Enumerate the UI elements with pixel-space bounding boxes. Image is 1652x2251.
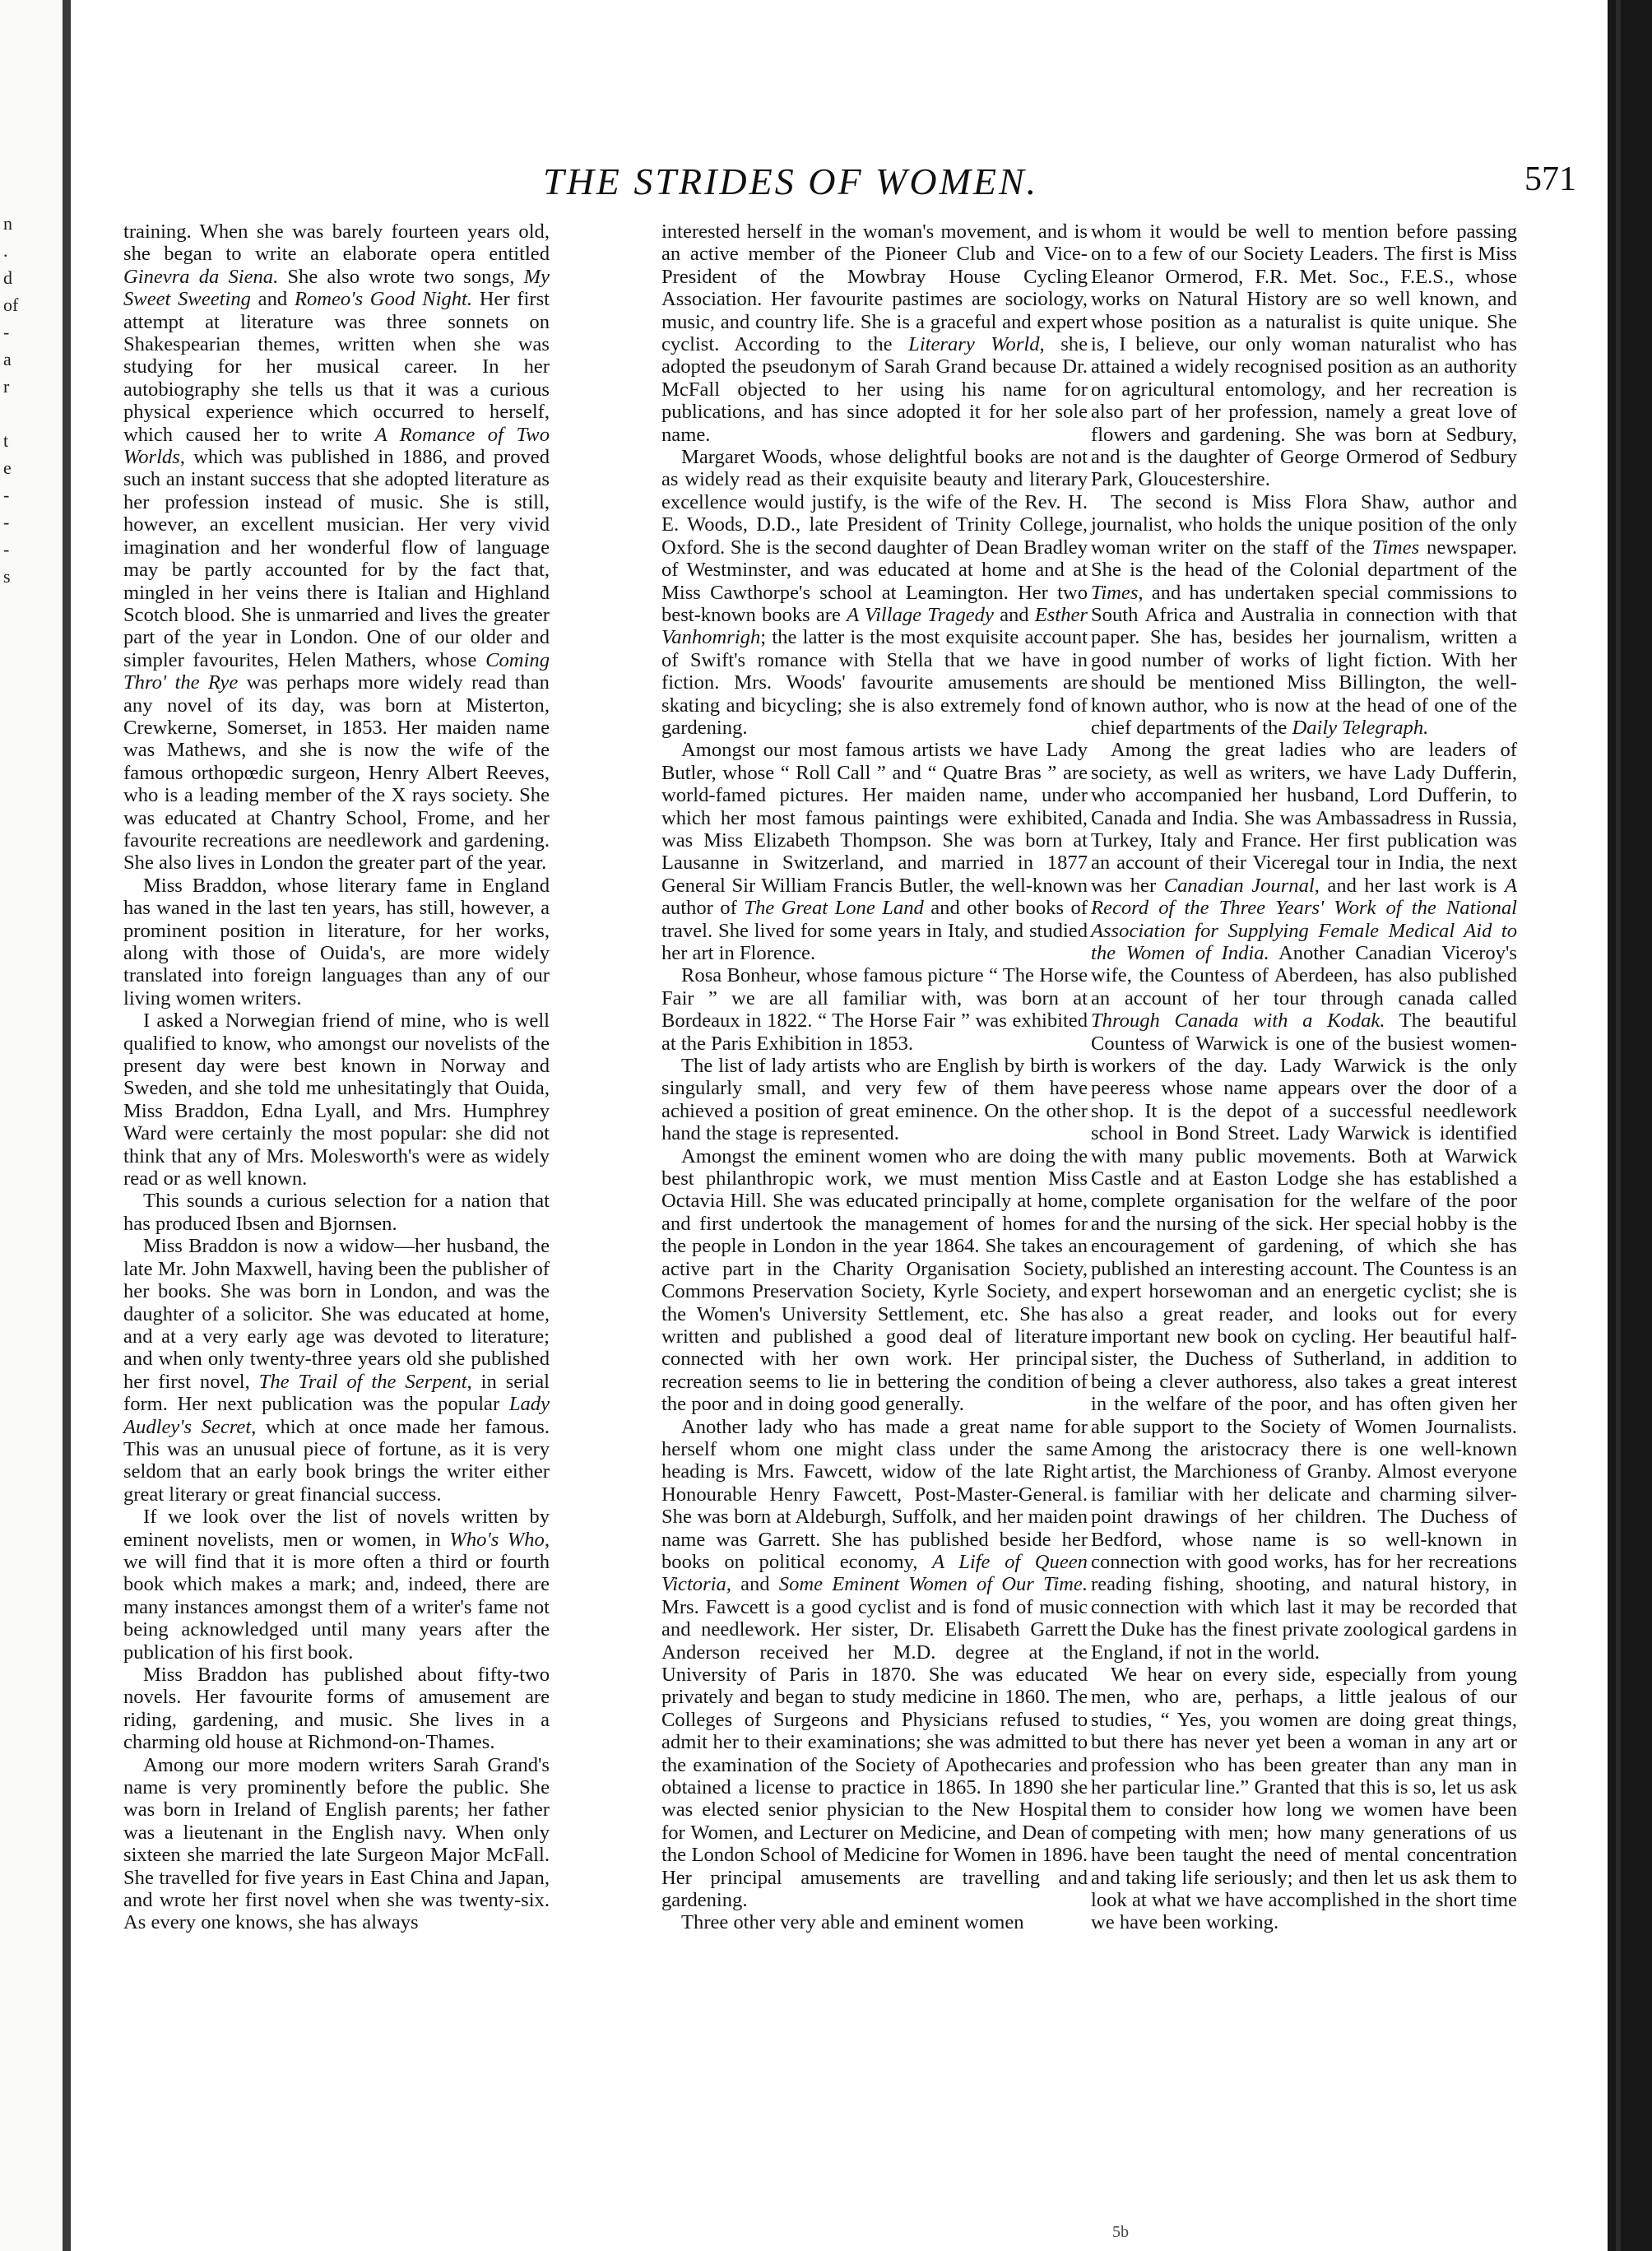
- italic-title: Some Eminent Women of Our Time.: [778, 1573, 1088, 1596]
- text-run: which at once made her famous. This was an unusual piece of fortune, as it is very seldom that an early book brings the writer either great literary or great financial success.: [123, 1415, 550, 1506]
- text-column-3: [1091, 220, 1517, 1934]
- text-run: and: [993, 603, 1035, 626]
- text-run: Miss Braddon is now a widow—her husband, the late Mr. John Maxwell, having been the publisher of her books. She was born in London, and was the daughter of a solicitor. She was educated at home, and at a very early age was devoted to literature; and when only twenty-three years old she published her first novel,: [123, 1235, 550, 1393]
- italic-title: The Trail of the Serpent,: [258, 1370, 472, 1393]
- margin-fragment: .: [3, 240, 8, 261]
- margin-fragment: -: [3, 322, 10, 342]
- book-binding-edge: [1608, 0, 1652, 2251]
- text-run: Rosa Bonheur, whose famous picture “ The Horse Fair ” we are all familiar with, was born at Bordeaux in 1822. “ The Horse Fair ” was exhibited at the Paris Exhibition in 1853.: [661, 964, 1088, 1055]
- signature-mark: 5b: [1112, 2223, 1129, 2241]
- margin-fragment: -: [3, 512, 10, 532]
- paragraph: [123, 875, 550, 1009]
- italic-title: A Life of Queen Victoria,: [661, 1550, 1088, 1596]
- italic-title: Literary World,: [908, 333, 1045, 356]
- paragraph: [1091, 220, 1517, 491]
- text-run: This sounds a curious selection for a nation that has produced Ibsen and Bjornsen.: [123, 1190, 550, 1235]
- text-run: she adopted the pseudonym of Sarah Grand because Dr. McFall objected to her using his name for publications, and has since adopted it for her sole name.: [661, 333, 1088, 446]
- text-run: Among the great ladies who are leaders of society, as well as writers, we have Lady Dufferin, who accompanied her husband, Lord Dufferin, to Canada and India. She was Ambassadress in Russia, Turkey, Italy and France. Her first publication was an account of their Viceregal tour in India, the next was her: [1091, 739, 1517, 897]
- margin-fragment: r: [3, 376, 10, 397]
- text-run: and: [250, 288, 295, 311]
- text-run: and: [731, 1573, 779, 1596]
- margin-fragment: of: [3, 295, 19, 315]
- text-run: training. When she was barely fourteen years old, she began to write an elaborate opera entitled: [123, 220, 550, 266]
- text-run: whom it would be well to mention before passing on to a few of our Society Leaders. The first is Miss Eleanor Ormerod, F.R. Met. Soc., F.E.S., whose works on Natural History are so well known, and whose position as a naturalist is quite unique. She is, I believe, our only woman naturalist who has attained a widely recognised position as an authority on agricultural entomology, and her recreation is also part of her profession, namely a great love of flowers and gardening. She was born at Sedbury, and is the daughter of George Ormerod of Sedbury Park, Gloucestershire.: [1091, 220, 1517, 491]
- text-run: Among our more modern writers Sarah Grand's name is very prominently before the public. She was born in Ireland of English parents; her father was a lieutenant in the English navy. When only sixteen she married the late Surgeon Major McFall. She travelled for five years in East China and Japan, and wrote her first novel when she was twenty-six. As every one knows, she has always: [123, 1753, 550, 1934]
- margin-fragment: -: [3, 485, 10, 505]
- text-run: we will find that it is more often a third or fourth book which makes a mark; and, indeed, there are many instances amongst them of a writer's fame not being acknowledged until many years after the publication of his first book.: [123, 1550, 550, 1664]
- binding-band: [1616, 0, 1621, 2251]
- paragraph: [123, 1506, 550, 1664]
- text-run: Miss Braddon has published about fifty-two novels. Her favourite forms of amusement are riding, gardening, and music. She lives in a charming old house at Richmond-on-Thames.: [123, 1664, 550, 1754]
- paragraph: [661, 739, 1088, 964]
- margin-fragment: d: [3, 267, 12, 288]
- italic-title: Coming Thro' the Rye: [123, 648, 550, 694]
- text-run: Three other very able and eminent women: [681, 1911, 1024, 1934]
- text-run: I asked a Norwegian friend of mine, who is well qualified to know, who amongst our novelists of the present day were best known in Norway and Sweden, and she told me unhesitatingly that Ouida, Miss Braddon, Edna Lyall, and Mrs. Humphrey Ward were certainly the most popular: she did not think that any of Mrs. Molesworth's were as widely read or as well known.: [123, 1009, 550, 1190]
- text-run: We hear on every side, especially from young men, who are, perhaps, a little jealous of our studies, “ Yes, you women are doing great things, but there has never yet been a woman in any art or profession who has been greater than any man in her particular line.” Granted that this is so, let us ask them to consider how long we women have been competing with men; how many generations of us have been taught the need of mental concentration and taking life seriously; and then let us ask them to look at what we have accomplished in the short time we have been working.: [1091, 1664, 1517, 1934]
- paragraph: [661, 1055, 1088, 1145]
- paragraph: [661, 220, 1088, 446]
- paragraph: [661, 1416, 1088, 1912]
- text-run: Mrs. Fawcett is a good cyclist and is fond of music and needlework. Her sister, Dr. Elisabeth Garrett Anderson received her M.D. degree at the University of Paris in 1870. She was educated privately and began to study medicine in 1860. The Colleges of Surgeons and Physicians refused to admit her to their examinations; she was admitted to the examination of the Society of Apothecaries and obtained a license to practice in 1865. In 1890 she was elected senior physician to the New Hospital for Women, and Lecturer on Medicine, and Dean of the London School of Medicine for Women in 1896. Her principal amusements are travelling and gardening.: [661, 1595, 1088, 1912]
- text-run: The beautiful Countess of Warwick is one of the busiest women-workers of the day. Lady Warwick is the only peeress whose name appears over the door of a shop. It is the depot of a successful needlework school in Bond Street. Lady Warwick is identified with many public movements. Both at Warwick Castle and at Easton Lodge she has established a complete organisation for the welfare of the poor and the nursing of the sick. Her special hobby is the encouragement of gardening, of which she has published an interesting account. The Countess is an expert horsewoman and an energetic cyclist; she is also a great reader, and looks out for every important new book on cycling. Her beautiful half-sister, the Duchess of Sutherland, in addition to being a clever authoress, also takes a great interest in the welfare of the poor, and has often given her able support to the Society of Women Journalists. Among the aristocracy there is one well-known artist, the Marchioness of Granby. Almost everyone is familiar with her delicate and charming silver-point drawings of her children. The Duchess of Bedford, whose name is so well-known in connection with good works, has for her recreations reading fishing, shooting, and natural history, in connection with which last it may be recorded that the Duke has the finest private zoological gardens in England, if not in the world.: [1091, 1009, 1518, 1664]
- running-head: THE STRIDES OF WOMEN.: [543, 160, 1039, 202]
- paragraph: [123, 1664, 550, 1754]
- text-run: Amongst the eminent women who are doing the best philanthropic work, we must mention Miss Octavia Hill. She was educated principally at home, and first undertook the management of homes for the people in London in the year 1864. She takes an active part in the Charity Organisation Society, Commons Preservation Society, Kyrle Society, and the Women's University Settlement, etc. She has written and published a good deal of literature connected with her own work. Her principal recreation seems to lie in bettering the condition of the poor and in doing good generally.: [661, 1144, 1088, 1416]
- italic-title: A Record of the Three Years' Work of the National Association for Supplying Female Medical Aid to the Women of India.: [1091, 874, 1517, 964]
- text-run: The list of lady artists who are English by birth is singularly small, and very few of them have achieved a position of great eminence. On the other hand the stage is represented.: [661, 1055, 1088, 1145]
- paragraph: [1091, 491, 1517, 739]
- text-run: was perhaps more widely read than any novel of its day, was born at Misterton, Crewkerne, Somerset, in 1853. Her maiden name was Mathews, and she is now the wife of the famous orthopœdic surgeon, Henry Albert Reeves, who is a leading member of the X rays society. She was educated at Chantry School, Frome, and her favourite recreations are needlework and gardening. She also lives in London the greater part of the year.: [123, 671, 550, 875]
- margin-fragment: a: [3, 349, 12, 369]
- text-run: in serial form. Her next publication was the popular: [123, 1370, 550, 1416]
- italic-title: The Great Lone Land: [744, 897, 924, 920]
- italic-title: Romeo's Good Night.: [294, 288, 473, 311]
- margin-fragment: n: [3, 213, 12, 234]
- italic-title: A Romance of Two Worlds,: [123, 423, 550, 469]
- text-run: interested herself in the woman's movement, and is an active member of the Pioneer Club and Vice-President of the Mowbray House Cycling Association. Her favourite pastimes are sociology, music, and country life. She is a graceful and expert cyclist. According to the: [661, 220, 1088, 356]
- margin-fragment: s: [3, 566, 11, 587]
- italic-title: My Sweet Sweeting: [123, 265, 550, 311]
- paragraph: [123, 1190, 550, 1235]
- text-run: Another Canadian Viceroy's wife, the Countess of Aberdeen, has also published an account of her tour through canada called: [1091, 942, 1517, 1009]
- text-run: and has undertaken special commissions to South Africa and Australia in connection with that paper. She has, besides her journalism, written a good number of works of light fiction. With her should be mentioned Miss Billington, the well-known author, who is now at the head of one of the chief departments of the: [1091, 581, 1517, 739]
- margin-fragment: e: [3, 457, 12, 478]
- text-run: Another lady who has made a great name for herself whom one might class under the same heading is Mrs. Fawcett, widow of the late Right Honourable Henry Fawcett, Post-Master-General. She was born at Aldeburgh, Suffolk, and her maiden name was Garrett. She has published beside her books on political economy,: [661, 1415, 1088, 1573]
- paragraph: [1091, 1664, 1517, 1934]
- text-run: Her first attempt at literature was three sonnets on Shakespearian themes, written when she was studying for her musical career. In her autobiography she tells us that it was a curious physical experience which occurred to herself, which caused her to write: [123, 288, 550, 446]
- text-run: newspaper. She is the head of the Colonial department of the: [1091, 536, 1517, 582]
- facing-page-edge: [0, 0, 71, 2251]
- paragraph: [123, 1754, 550, 1934]
- italic-title: Canadian Journal,: [1163, 874, 1320, 897]
- margin-fragment: -: [3, 539, 10, 559]
- text-run: Amongst our most famous artists we have Lady Butler, whose “ Roll Call ” and “ Quatre Bras ” are world-famed pictures. Her maiden name, under which her most famous paintings were exhibited, was Miss Elizabeth Thompson. She was born at Lausanne in Switzerland, and married in 1877 General Sir William Francis Butler, the well-known author of: [661, 739, 1088, 920]
- italic-title: Times,: [1091, 581, 1144, 604]
- margin-fragment: t: [3, 430, 9, 451]
- paragraph: [123, 220, 550, 875]
- paragraph: [661, 1911, 1088, 1933]
- paragraph: [1091, 739, 1517, 1664]
- italic-title: Who's Who,: [449, 1528, 550, 1551]
- text-run: If we look over the list of novels written by eminent novelists, men or women, in: [123, 1506, 550, 1551]
- paragraph: [123, 1009, 550, 1190]
- text-run: She also wrote two songs,: [278, 265, 524, 288]
- italic-title: Through Canada with a Kodak.: [1091, 1009, 1385, 1033]
- italic-title: Esther Vanhomrigh: [661, 603, 1088, 649]
- text-run: Miss Braddon, whose literary fame in England has waned in the last ten years, has still, however, a prominent position in literature, for her works, along with those of Ouida's, are more widely translated into foreign languages than any of our living women writers.: [123, 874, 550, 1009]
- text-column-2: [661, 220, 1088, 1934]
- italic-title: Ginevra da Siena.: [123, 265, 279, 288]
- paragraph: [661, 1145, 1088, 1416]
- text-run: The second is Miss Flora Shaw, author and journalist, who holds the unique position of the only woman writer on the staff of the: [1091, 490, 1517, 559]
- text-run: and other books of travel. She lived for some years in Italy, and studied her art in Florence.: [661, 897, 1088, 964]
- text-run: which was published in 1886, and proved such an instant success that she adopted literature as her profession instead of music. She is still, however, an excellent musician. Her very vivid imagination and her wonderful flow of language may be partly accounted for by the fact that, mingled in her veins there is Italian and Highland Scotch blood. She is unmarried and lives the greater part of the year in London. One of our older and simpler favourites, Helen Mathers, whose: [123, 446, 550, 671]
- page-gutter: [63, 0, 71, 2251]
- paragraph: [661, 964, 1088, 1055]
- italic-title: Lady Audley's Secret,: [123, 1393, 550, 1438]
- text-run: ; the latter is the most exquisite account of Swift's romance with Stella that we have in fiction. Mrs. Woods' favourite amusements are skating and bicycling; she is also extremely fond of gardening.: [661, 626, 1088, 739]
- page-number: 571: [1524, 160, 1576, 198]
- italic-title: Times: [1371, 536, 1420, 559]
- text-column-1: [123, 220, 550, 1934]
- margin-fragment: [3, 400, 36, 427]
- text-run: Margaret Woods, whose delightful books are not as widely read as their exquisite beauty and literary excellence would justify, is the wife of the Rev. H. E. Woods, D.D., late President of Trinity College, Oxford. She is the second daughter of Dean Bradley of Westminster, and was educated at home and at Miss Cawthorpe's school at Leamington. Her two best-known books are: [661, 446, 1088, 626]
- italic-title: Daily Telegraph.: [1292, 716, 1429, 739]
- paragraph: [123, 1235, 550, 1506]
- margin-letter-fragments: [3, 210, 36, 590]
- paragraph: [661, 446, 1088, 739]
- italic-title: A Village Tragedy: [847, 603, 994, 626]
- text-run: and her last work is: [1319, 874, 1505, 897]
